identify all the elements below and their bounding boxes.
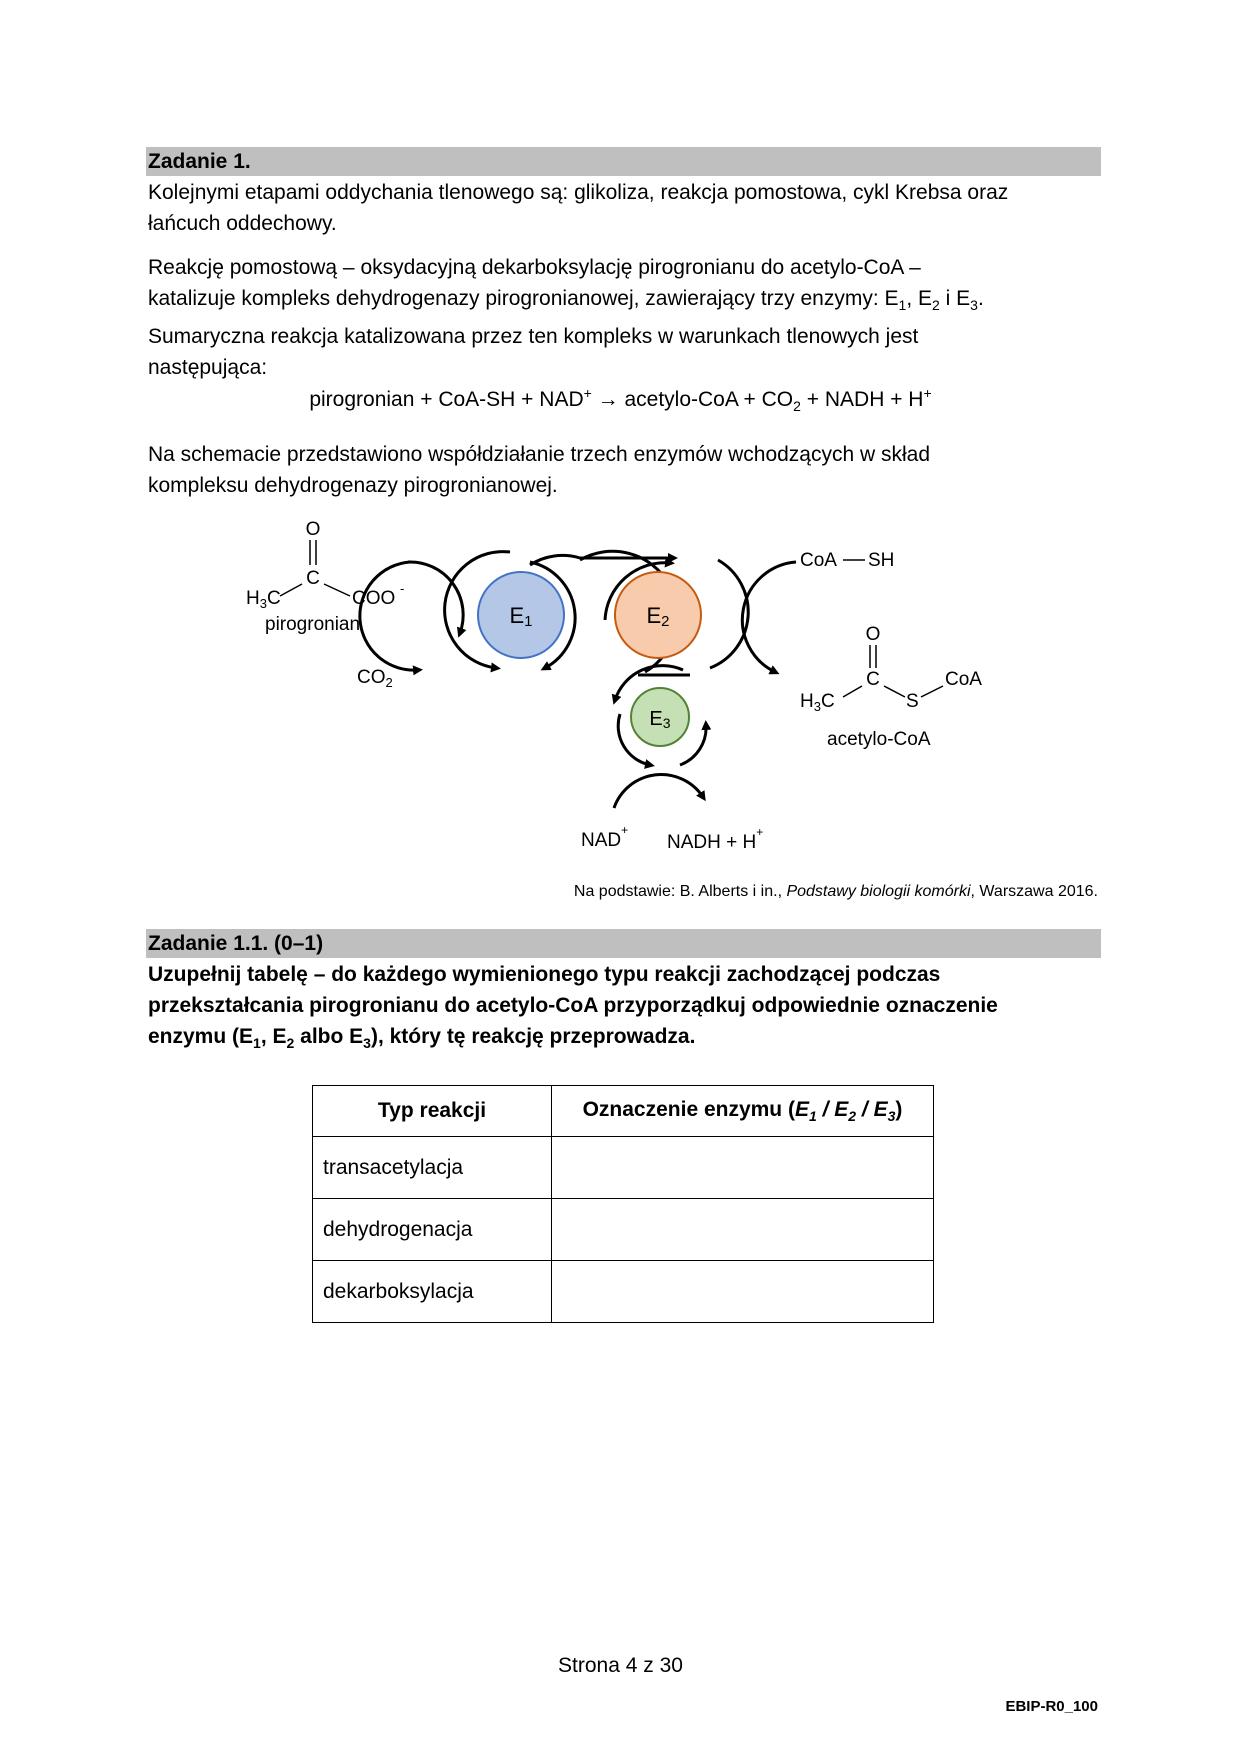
- nad-label: NAD+: [581, 823, 629, 851]
- instruction-line-3: enzymu ($E_1$, $E_2$ albo $E_3$), który tę reakcję przeprowadza.: [148, 1025, 696, 1052]
- intro-line-1: Kolejnymi etapami oddychania tlenowego są: glikoliza, reakcja pomostowa, cykl Krebsa oraz: [148, 181, 1009, 204]
- task11-instructions: [148, 959, 1098, 1059]
- instruction-line-1: Uzupełnij tabelę – do każdego wymienionego typu reakcji zachodzącej podczas: [148, 963, 941, 986]
- svg-text:SH: SH: [868, 550, 895, 571]
- arrow-co2-out: [360, 562, 418, 670]
- svg-text:CoA: CoA: [800, 550, 837, 571]
- task11-header: Zadanie 1.1. (0–1): [146, 929, 1101, 958]
- reaction-line-4: następująca:: [148, 356, 268, 380]
- source-citation: Na podstawie: B. Alberts i in., Podstawy biologii komórki, Warszawa 2016.: [573, 883, 1098, 900]
- enzyme-e3: [631, 688, 689, 746]
- svg-text:C: C: [306, 568, 320, 589]
- enzyme-answer-cell[interactable]: [552, 1261, 934, 1323]
- acetylcoa-structure: [800, 624, 982, 750]
- page-number: Strona 4 z 30: [558, 1654, 683, 1677]
- svg-text:E3: E3: [649, 708, 671, 731]
- answer-table: [312, 1085, 934, 1323]
- pyruvate-label: pirogronian: [265, 614, 361, 635]
- co2-label: $CO_2$: [357, 667, 393, 690]
- svg-text:H3C: $H_3C$: [246, 588, 281, 611]
- reaction-line-2: katalizuje kompleks dehydrogenazy pirogronianowej, zawierający trzy enzymy: $E_1$, $E_2$ i $E_3$.: [148, 287, 984, 314]
- svg-text:H3C: $H_3C$: [800, 691, 835, 714]
- reaction-type-cell: transacetylacja: [313, 1137, 552, 1199]
- nadh-label: NADH + H+: [667, 825, 764, 853]
- reaction-arrows: [360, 551, 796, 808]
- summary-equation: pirogronian + CoA-SH + NAD+ → acetylo-CoA + $CO_2$ + NADH + H+: [309, 385, 932, 415]
- pyruvate-structure: [246, 519, 404, 635]
- acetylcoa-label: acetylo-CoA: [827, 729, 931, 750]
- reaction-type-cell: dekarboksylacja: [313, 1261, 552, 1323]
- reaction-line-3: Sumaryczna reakcja katalizowana przez ten kompleks w warunkach tlenowych jest: [148, 325, 919, 349]
- reaction-line-1: Reakcję pomostową – oksydacyjną dekarboksylację pirogronianu do acetylo-CoA –: [148, 256, 921, 279]
- instruction-line-2: przekształcania pirogronianu do acetylo-CoA przyporządkuj odpowiednie oznaczenie: [148, 994, 998, 1017]
- enzyme-e2: [615, 572, 701, 658]
- svg-text:S: S: [906, 691, 919, 712]
- enzyme-e1: [478, 572, 564, 658]
- svg-text:C: C: [866, 669, 880, 690]
- svg-text:-: -: [400, 581, 405, 596]
- arrow-pyruvate-in: [408, 562, 463, 633]
- scheme-intro-line-1: Na schemacie przedstawiono współdziałanie trzech enzymów wchodzących w skład: [148, 443, 931, 466]
- svg-text:CoA: CoA: [945, 669, 982, 690]
- col-header-reaction-type: Typ reakcji: [313, 1086, 552, 1137]
- reaction-type-cell: dehydrogenacja: [313, 1199, 552, 1261]
- svg-text:COO: COO: [352, 588, 396, 609]
- svg-text:E2: E2: [646, 603, 670, 630]
- enzyme-answer-cell[interactable]: [552, 1199, 934, 1261]
- arrow-nad-nadh: [614, 774, 703, 808]
- svg-text:O: O: [865, 624, 881, 645]
- svg-text:O: O: [305, 519, 321, 540]
- table-row: [313, 1199, 934, 1261]
- table-row: [313, 1137, 934, 1199]
- table-row: [313, 1261, 934, 1323]
- exam-code: EBIP-R0_100: [1005, 1698, 1098, 1715]
- coa-sh-label: [800, 550, 894, 571]
- arrow-acetylcoa-out: [742, 562, 796, 672]
- col-header-enzyme: Oznaczenie enzymu $(E_1 / E_2 / E_3)$: [552, 1086, 934, 1137]
- svg-text:E1: E1: [509, 603, 533, 630]
- enzyme-answer-cell[interactable]: [552, 1137, 934, 1199]
- intro-line-2: łańcuch oddechowy.: [148, 212, 337, 235]
- scheme-intro-line-2: kompleksu dehydrogenazy pirogronianowej.: [148, 474, 558, 497]
- task1-header-text: Zadanie 1.: [148, 150, 251, 173]
